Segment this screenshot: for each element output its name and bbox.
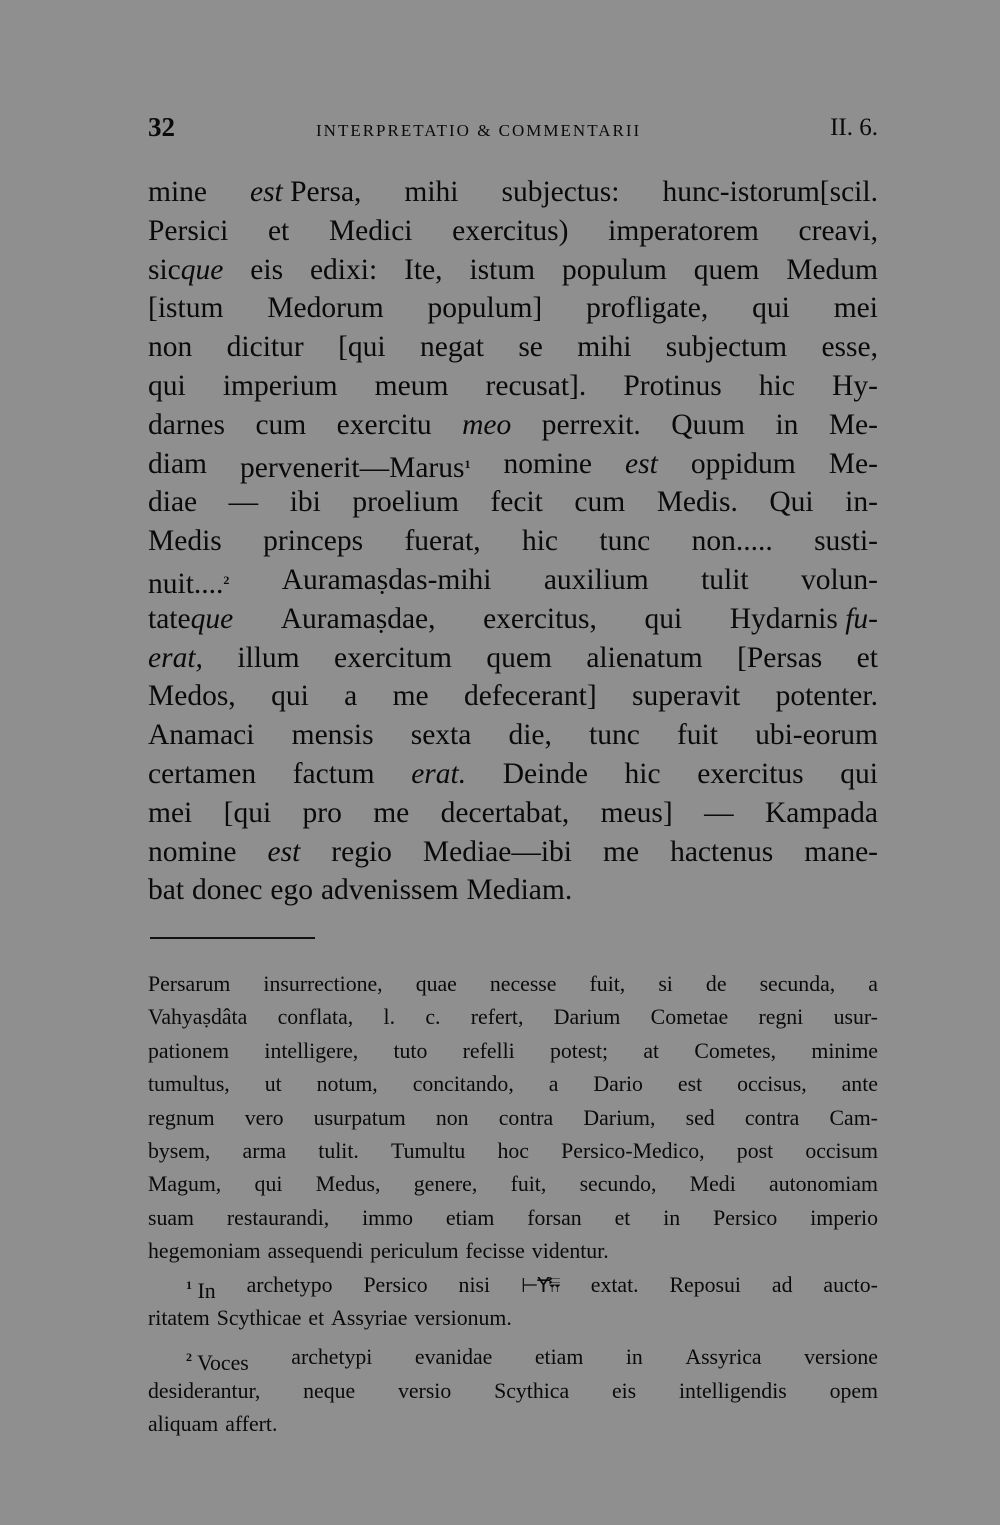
text-line: nuit....$^2$ Auramaṣdas-mihi auxilium tulit volun- <box>148 563 878 600</box>
note-line: suam restaurandi, immo etiam forsan et in Persico imperio <box>148 1205 878 1230</box>
footnotes <box>148 968 878 1441</box>
text-line: bat donec ego advenissem Mediam. <box>148 874 573 907</box>
text-line: Medos, qui a me defecerant] superavit potenter. <box>148 680 878 713</box>
footnote-2: $^2$ Voces archetypi evanidae etiam in Assyrica versione <box>186 1345 878 1376</box>
note-line: tumultus, ut notum, concitando, a Dario est occisus, ante <box>148 1072 878 1097</box>
text-line: tateque Auramaṣdae, exercitus, qui Hydarnis fu- <box>148 602 878 635</box>
note-line: hegemoniam assequendi periculum fecisse videntur. <box>148 1239 609 1264</box>
main-text <box>148 173 878 910</box>
text-line: diam pervenerit—Marus$^1$ nomine est oppidum Me- <box>148 447 878 484</box>
section-number: II. 6. <box>830 114 878 141</box>
text-line: Medis princeps fuerat, hic tunc non..... susti- <box>148 525 878 558</box>
text-line: erat, illum exercitum quem alienatum [Persas et <box>148 641 878 674</box>
note-line: Persarum insurrectione, quae necesse fuit, si de secunda, a <box>148 972 878 996</box>
footnote-marker-1: 1 <box>186 1277 192 1292</box>
text-line: non dicitur [qui negat se mihi subjectum esse, <box>148 331 878 364</box>
text-line: nomine est regio Mediae—ibi me hactenus mane- <box>148 835 878 868</box>
note-line: regnum vero usurpatum non contra Darium, sed contra Cam- <box>148 1105 878 1130</box>
page-header <box>148 112 878 152</box>
footnote-ref-1: 1 <box>464 456 471 471</box>
text-line: diae — ibi proelium fecit cum Medis. Qui in- <box>148 486 878 519</box>
text-line: certamen factum erat. Deinde hic exercitus qui <box>148 757 878 790</box>
cuneiform-sign: ⊢Ɏ𐏂 <box>520 1272 560 1297</box>
text-line: Persici et Medici exercitus) imperatorem creavi, <box>148 214 878 247</box>
footnote-divider <box>150 937 315 939</box>
running-title: INTERPRETATIO & COMMENTARII <box>316 121 642 140</box>
note-line: ritatem Scythicae et Assyriae versionum. <box>148 1305 512 1330</box>
footnote-1: $^1$ In archetypo Persico nisi ⊢Ɏ𐏂 extat. Reposui ad aucto- <box>148 1269 878 1302</box>
text-line: sicque eis edixi: Ite, istum populum quem Medum <box>148 253 878 286</box>
note-line: Vahyaṣdâta conflata, l. c. refert, Darium Cometae regni usur- <box>148 1005 878 1030</box>
text-line: Anamaci mensis sexta die, tunc fuit ubi-eorum <box>148 719 878 752</box>
note-line: desiderantur, neque versio Scythica eis intelligendis opem <box>148 1378 878 1403</box>
text-line: [istum Medorum populum] profligate, qui mei <box>148 292 878 325</box>
note-line: bysem, arma tulit. Tumultu hoc Persico-Medico, post occisum <box>148 1138 878 1163</box>
note-line: pationem intelligere, tuto refelli potest; at Cometes, minime <box>148 1038 878 1063</box>
text-line: mei [qui pro me decertabat, meus] — Kampada <box>148 796 878 829</box>
note-line: Magum, qui Medus, genere, fuit, secundo, Medi autonomiam <box>148 1172 878 1197</box>
text-line: darnes cum exercitu meo perrexit. Quum in Me- <box>148 408 878 441</box>
note-line: aliquam affert. <box>148 1412 278 1437</box>
text-line: qui imperium meum recusat]. Protinus hic Hy- <box>148 369 878 402</box>
footnote-marker-2: 2 <box>186 1350 192 1365</box>
footnote-ref-2: 2 <box>223 572 230 587</box>
page-number: 32 <box>148 112 175 142</box>
text-line: mine est Persa, mihi subjectus: hunc-istorum[scil. <box>148 176 878 208</box>
